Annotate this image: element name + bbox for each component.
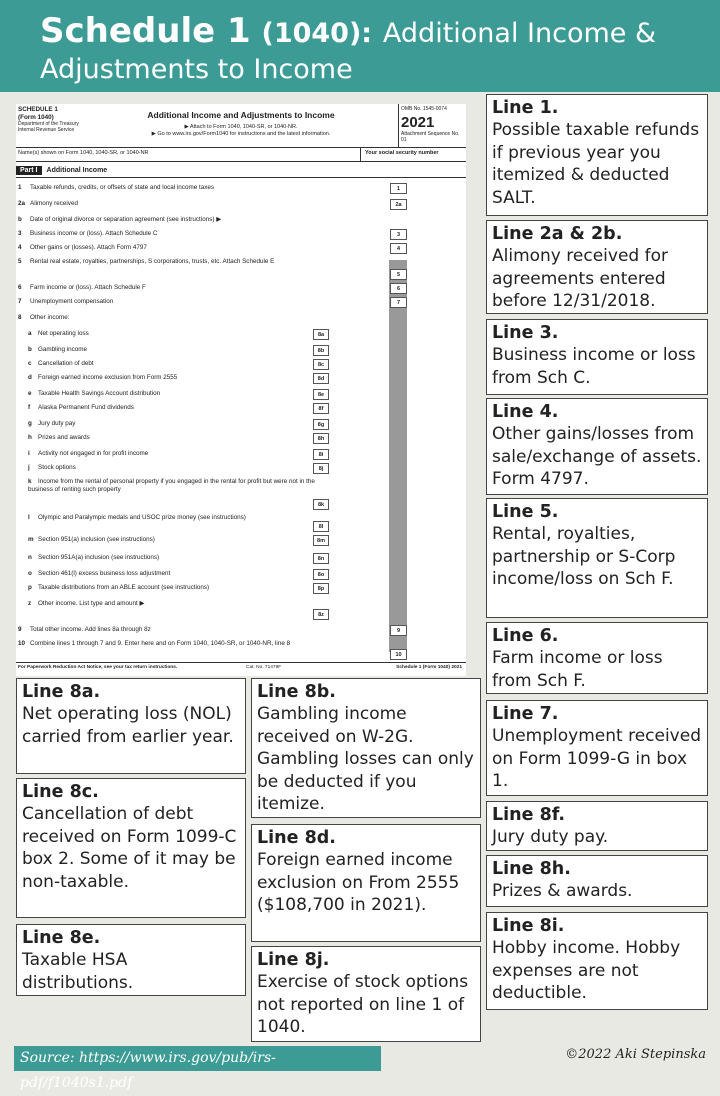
- form-line: [18, 626, 390, 634]
- form-line-number: m: [28, 536, 34, 543]
- form-part-tag: Part I: [16, 166, 42, 175]
- form-line-text: Olympic and Paralympic medals and USOC prize money (see instructions): [38, 514, 246, 521]
- card-title: Line 8e.: [22, 928, 101, 948]
- form-line-box: 8j: [313, 463, 329, 474]
- annotation-card: [16, 678, 246, 774]
- form-line-text: Combine lines 1 through 7 and 9. Enter here and on Form 1040, 1040-SR, or 1040-NR, line 8: [30, 640, 291, 647]
- card-title: Line 8d.: [257, 828, 336, 848]
- card-title: Line 3.: [492, 323, 559, 343]
- form-attach-1: ▶ Attach to Form 1040, 1040-SR, or 1040-NR.: [184, 124, 298, 130]
- form-line-number: 9: [18, 626, 22, 633]
- form-line-number: n: [28, 554, 32, 561]
- form-line-number: g: [28, 420, 32, 427]
- form-ssn-label: Your social security number: [360, 148, 443, 162]
- form-line-number: b: [28, 346, 32, 353]
- form-line-number: 1: [18, 184, 22, 191]
- form-line-text: Other gains or (losses). Attach Form 4797: [30, 244, 147, 251]
- card-body: Alimony received for agreements entered before 12/31/2018.: [492, 246, 668, 311]
- form-line: [18, 216, 390, 224]
- form-line-box: 4: [390, 243, 407, 254]
- card-title: Line 8f.: [492, 805, 566, 825]
- card-title: Line 6.: [492, 626, 559, 646]
- form-line-text: Date of original divorce or separation agreement (see instructions) ▶: [30, 216, 222, 223]
- form-line-text: Rental real estate, royalties, partnerships, S corporations, trusts, etc. Attach Schedule E: [30, 258, 275, 265]
- form-line-number: 5: [18, 258, 22, 265]
- form-seq: Attachment Sequence No. 01: [401, 131, 460, 143]
- card-body: Unemployment received on Form 1099-G in box 1.: [492, 726, 701, 791]
- form-part-header: [16, 166, 466, 178]
- form-line-text: Section 951A(a) inclusion (see instructions): [38, 554, 160, 561]
- form-attach-2: ▶ Go to www.irs.gov/Form1040 for instructions and the latest information.: [151, 131, 331, 137]
- form-line-box: 9: [390, 625, 407, 636]
- form-line-box: 8p: [313, 583, 329, 594]
- form-line-box: 8e: [313, 389, 329, 400]
- form-header: [16, 104, 466, 148]
- page-footer: [0, 1043, 720, 1091]
- form-line-number: k: [28, 478, 32, 485]
- form-line-text: Taxable distributions from an ABLE account (see instructions): [38, 584, 210, 591]
- form-line-number: c: [28, 360, 32, 367]
- form-line: [18, 314, 390, 322]
- card-body: Rental, royalties, partnership or S-Corp income/loss on Sch F.: [492, 524, 676, 589]
- form-line-text: Cancellation of debt: [38, 360, 94, 367]
- form-names-label: Name(s) shown on Form 1040, 1040-SR, or 1040-NR: [18, 150, 149, 156]
- form-line-box: 8k: [313, 499, 329, 510]
- form-line: [28, 404, 318, 412]
- infographic-header: [0, 0, 720, 92]
- form-line: [28, 584, 318, 592]
- form-line-text: Alimony received: [30, 200, 78, 207]
- form-line: [18, 284, 390, 292]
- annotation-card: [486, 220, 708, 314]
- card-body: Business income or loss from Sch C.: [492, 345, 696, 388]
- form-names-row: [16, 148, 466, 162]
- form-line-text: Taxable Health Savings Account distribution: [38, 390, 161, 397]
- annotation-card: [486, 398, 708, 495]
- form-line: [18, 298, 390, 306]
- form-line-text: Foreign earned income exclusion from Form 2555: [38, 374, 178, 381]
- annotation-card: [16, 778, 246, 918]
- form-line-text: Section 951(a) inclusion (see instructions): [38, 536, 155, 543]
- form-year-box: [398, 104, 466, 148]
- form-line: [28, 330, 318, 338]
- form-line-number: 4: [18, 244, 22, 251]
- annotation-card: [251, 946, 481, 1042]
- form-line-number: j: [28, 464, 30, 471]
- card-body: Net operating loss (NOL) carried from earlier year.: [22, 704, 234, 747]
- annotation-card: [16, 924, 246, 996]
- form-line-box: 2a: [390, 199, 407, 210]
- form-line-box: 8a: [313, 329, 329, 340]
- form-dept: Department of the Treasury Internal Revenue Service: [18, 121, 79, 133]
- form-line-number: d: [28, 374, 32, 381]
- form-footer-right: Schedule 1 (Form 1040) 2021: [396, 665, 462, 670]
- form-line-text: Jury duty pay: [38, 420, 76, 427]
- annotation-card: [251, 824, 481, 942]
- form-line-number: e: [28, 390, 32, 397]
- form-line-box: 8d: [313, 373, 329, 384]
- card-body: Cancellation of debt received on Form 1099-C box 2. Some of it may be non-taxable.: [22, 804, 237, 892]
- card-title: Line 8a.: [22, 682, 101, 702]
- form-line-text: Activity not engaged in for profit income: [38, 450, 149, 457]
- card-title: Line 8j.: [257, 950, 330, 970]
- card-title: Line 8c.: [22, 782, 99, 802]
- form-line-number: h: [28, 434, 32, 441]
- form-line-text: Net operating loss: [38, 330, 89, 337]
- form-line: [28, 420, 318, 428]
- form-part-title: Additional Income: [46, 167, 108, 174]
- annotation-card: [251, 678, 481, 818]
- form-line: [18, 258, 390, 266]
- form-line-text: Other income. List type and amount ▶: [38, 600, 145, 607]
- form-line-number: l: [28, 514, 30, 521]
- card-title: Line 5.: [492, 502, 559, 522]
- form-omb: OMB No. 1545-0074: [401, 106, 447, 112]
- form-line: [28, 434, 318, 442]
- form-line: [28, 360, 318, 368]
- card-body: Possible taxable refunds if previous year you itemized & deducted SALT.: [492, 120, 700, 208]
- form-line-text: Total other income. Add lines 8a through 8z: [30, 626, 151, 633]
- form-line: [28, 570, 318, 578]
- form-line: [28, 374, 318, 382]
- form-line-number: 2a: [18, 200, 26, 207]
- form-schedule: SCHEDULE 1: [18, 106, 58, 113]
- card-body: Gambling income received on W-2G. Gambling losses can only be deducted if you itemize.: [257, 704, 474, 814]
- annotation-card: [486, 700, 708, 796]
- form-line-number: i: [28, 450, 30, 457]
- form-line-number: f: [28, 404, 31, 411]
- form-line-text: Prizes and awards: [38, 434, 90, 441]
- card-title: Line 8h.: [492, 859, 571, 879]
- title-schedule: Schedule 1: [40, 11, 251, 51]
- annotation-card: [486, 94, 708, 216]
- form-line-text: Business income or (loss). Attach Schedule C: [30, 230, 158, 237]
- copyright: ©2022 Aki Stepinska: [565, 1047, 706, 1062]
- card-body: Farm income or loss from Sch F.: [492, 648, 663, 691]
- form-line-box: 1: [390, 183, 407, 194]
- source-link[interactable]: Source: https://www.irs.gov/pub/irs-pdf/f1040s1.pdf: [14, 1046, 381, 1071]
- form-line-box: 8o: [313, 569, 329, 580]
- page-title: [40, 12, 720, 53]
- card-title: Line 2a & 2b.: [492, 224, 623, 244]
- form-line: [18, 200, 390, 208]
- form-line: [18, 184, 390, 192]
- card-title: Line 1.: [492, 98, 559, 118]
- form-line-text: Unemployment compensation: [30, 298, 114, 305]
- card-title: Line 8b.: [257, 682, 336, 702]
- form-line-box: 8m: [313, 535, 329, 546]
- card-body: Taxable HSA distributions.: [22, 950, 134, 993]
- form-line-box: 8c: [313, 359, 329, 370]
- form-schedule-id: [18, 106, 88, 133]
- form-line: [18, 640, 390, 648]
- form-line-number: 8: [18, 314, 22, 321]
- form-line: [28, 346, 318, 354]
- form-line: [28, 478, 318, 493]
- form-line-text: Farm income or (loss). Attach Schedule F: [30, 284, 146, 291]
- form-line: [28, 464, 318, 472]
- form-line: [28, 450, 318, 458]
- form-line: [18, 230, 390, 238]
- form-footer-cat: Cat. No. 71479F: [246, 665, 282, 670]
- form-line-text: Taxable refunds, credits, or offsets of state and local income taxes: [30, 184, 214, 191]
- page-subtitle: Adjustments to Income: [40, 54, 353, 85]
- annotation-card: [486, 801, 708, 851]
- tax-form-image: [16, 104, 466, 676]
- form-line: [18, 244, 390, 252]
- card-title: Line 4.: [492, 402, 559, 422]
- form-line-number: 7: [18, 298, 22, 305]
- form-line-box: 3: [390, 229, 407, 240]
- form-line-number: a: [28, 330, 32, 337]
- form-attach: [106, 124, 376, 138]
- card-body: Jury duty pay.: [492, 827, 609, 847]
- form-line: [28, 514, 318, 522]
- form-line-box: 8l: [313, 521, 329, 532]
- card-title: Line 7.: [492, 704, 559, 724]
- form-line-number: 6: [18, 284, 22, 291]
- form-line-box: 8i: [313, 449, 329, 460]
- card-body: Exercise of stock options not reported on line 1 of 1040.: [257, 972, 469, 1037]
- annotation-card: [486, 912, 708, 1010]
- form-line-box: 5: [390, 269, 407, 280]
- card-body: Foreign earned income exclusion on From 2555 ($108,700 in 2021).: [257, 850, 460, 915]
- form-line: [28, 554, 318, 562]
- form-line-text: Alaska Permanent Fund dividends: [38, 404, 134, 411]
- form-line-box: 8h: [313, 433, 329, 444]
- form-line-text: Section 461(l) excess business loss adjustment: [38, 570, 171, 577]
- form-line-box: 7: [390, 297, 407, 308]
- annotation-card: [486, 855, 708, 907]
- form-line-box: 8z: [313, 609, 329, 620]
- annotation-card: [486, 498, 708, 618]
- annotation-card: [486, 319, 708, 395]
- form-number: (Form 1040): [18, 113, 54, 121]
- annotation-card: [486, 622, 708, 694]
- card-body: Other gains/losses from sale/exchange of assets. Form 4797.: [492, 424, 702, 489]
- form-line-number: b: [18, 216, 22, 223]
- form-shaded-column: [389, 260, 407, 652]
- title-rest: Additional Income &: [382, 18, 657, 49]
- form-line: [28, 600, 318, 608]
- form-line-box: 8g: [313, 419, 329, 430]
- form-line-number: z: [28, 600, 32, 607]
- title-form: (1040):: [261, 18, 373, 49]
- form-line-text: Gambling income: [38, 346, 87, 353]
- form-line-box: 6: [390, 283, 407, 294]
- card-body: Hobby income. Hobby expenses are not deductible.: [492, 938, 681, 1003]
- form-footer-left: For Paperwork Reduction Act Notice, see your tax return instructions.: [18, 665, 178, 670]
- form-line: [28, 536, 318, 544]
- form-footer: [16, 662, 466, 676]
- form-line-number: o: [28, 570, 32, 577]
- form-line-box: 8b: [313, 345, 329, 356]
- form-line-text: Income from the rental of personal property if you engaged in the rental for profit but were not in the business of renting such property: [28, 478, 315, 493]
- form-year: 2021: [401, 114, 435, 131]
- card-title: Line 8i.: [492, 916, 565, 936]
- form-line: [28, 390, 318, 398]
- form-line-box: 8f: [313, 403, 329, 414]
- form-line-text: Stock options: [38, 464, 76, 471]
- form-line-box: 8n: [313, 553, 329, 564]
- form-title: Additional Income and Adjustments to Income: [147, 110, 335, 120]
- form-line-number: 3: [18, 230, 22, 237]
- form-line-text: Other income:: [30, 314, 70, 321]
- form-line-box: 10: [390, 649, 407, 660]
- form-line-number: 10: [18, 640, 26, 647]
- card-body: Prizes & awards.: [492, 881, 633, 901]
- form-line-number: p: [28, 584, 32, 591]
